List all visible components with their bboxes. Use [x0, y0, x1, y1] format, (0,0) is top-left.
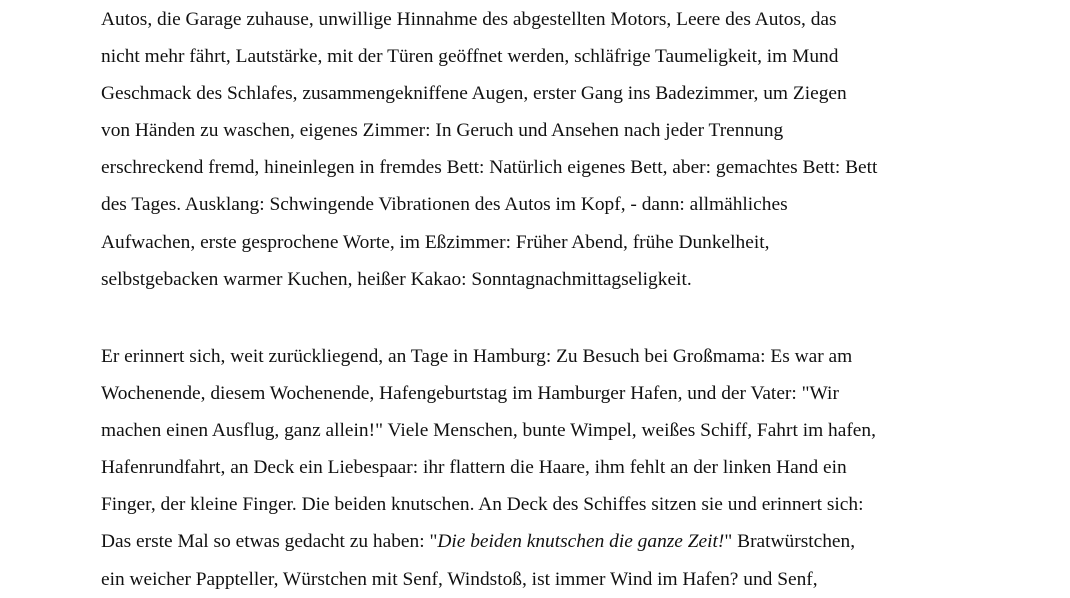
text-line: erschreckend fremd, hineinlegen in fremdes Bett: Natürlich eigenes Bett, aber: gemachtes Bett: Bett	[101, 157, 878, 179]
text-line: Geschmack des Schlafes, zusammengekniffene Augen, erster Gang ins Badezimmer, um Ziegen	[101, 83, 847, 105]
text-line: Hafenrundfahrt, an Deck ein Liebespaar: ihr flattern die Haare, ihm fehlt an der linken Hand ein	[101, 457, 847, 479]
quote-line	[101, 523, 876, 560]
text-line: nicht mehr fährt, Lautstärke, mit der Türen geöffnet werden, schläfrige Taumeligkeit, im Mund	[101, 46, 839, 68]
italic-quote: Die beiden knutschen die ganze Zeit!	[437, 531, 725, 553]
text-line: selbstgebacken warmer Kuchen, heißer Kakao: Sonntagnachmittagseligkeit.	[101, 268, 692, 290]
text-line: Autos, die Garage zuhause, unwillige Hinnahme des abgestellten Motors, Leere des Autos, das	[101, 9, 837, 30]
paragraph-1	[101, 1, 877, 298]
text-line: des Tages. Ausklang: Schwingende Vibrationen des Autos im Kopf, - dann: allmähliches	[101, 194, 788, 216]
text-line: Aufwachen, erste gesprochene Worte, im Eßzimmer: Früher Abend, frühe Dunkelheit,	[101, 231, 770, 253]
quote-line-before: Das erste Mal so etwas gedacht zu haben: "	[101, 531, 438, 553]
quote-line-after: " Bratwürstchen,	[724, 531, 856, 553]
text-line: von Händen zu waschen, eigenes Zimmer: In Geruch und Ansehen nach jeder Trennung	[101, 120, 784, 142]
text-line: machen einen Ausflug, ganz allein!" Viele Menschen, bunte Wimpel, weißes Schiff, Fahrt im hafen,	[101, 420, 876, 442]
text-line: Wochenende, diesem Wochenende, Hafengeburtstag im Hamburger Hafen, und der Vater: "Wir	[101, 383, 839, 405]
text-line: Finger, der kleine Finger. Die beiden knutschen. An Deck des Schiffes sitzen sie und erinnert sich:	[101, 494, 864, 516]
text-line: ein weicher Pappteller, Würstchen mit Senf, Windstoß, ist immer Wind im Hafen? und Senf,	[101, 568, 818, 590]
paragraph-2	[101, 338, 876, 598]
text-line: Er erinnert sich, weit zurückliegend, an Tage in Hamburg: Zu Besuch bei Großmama: Es war am	[101, 346, 853, 367]
